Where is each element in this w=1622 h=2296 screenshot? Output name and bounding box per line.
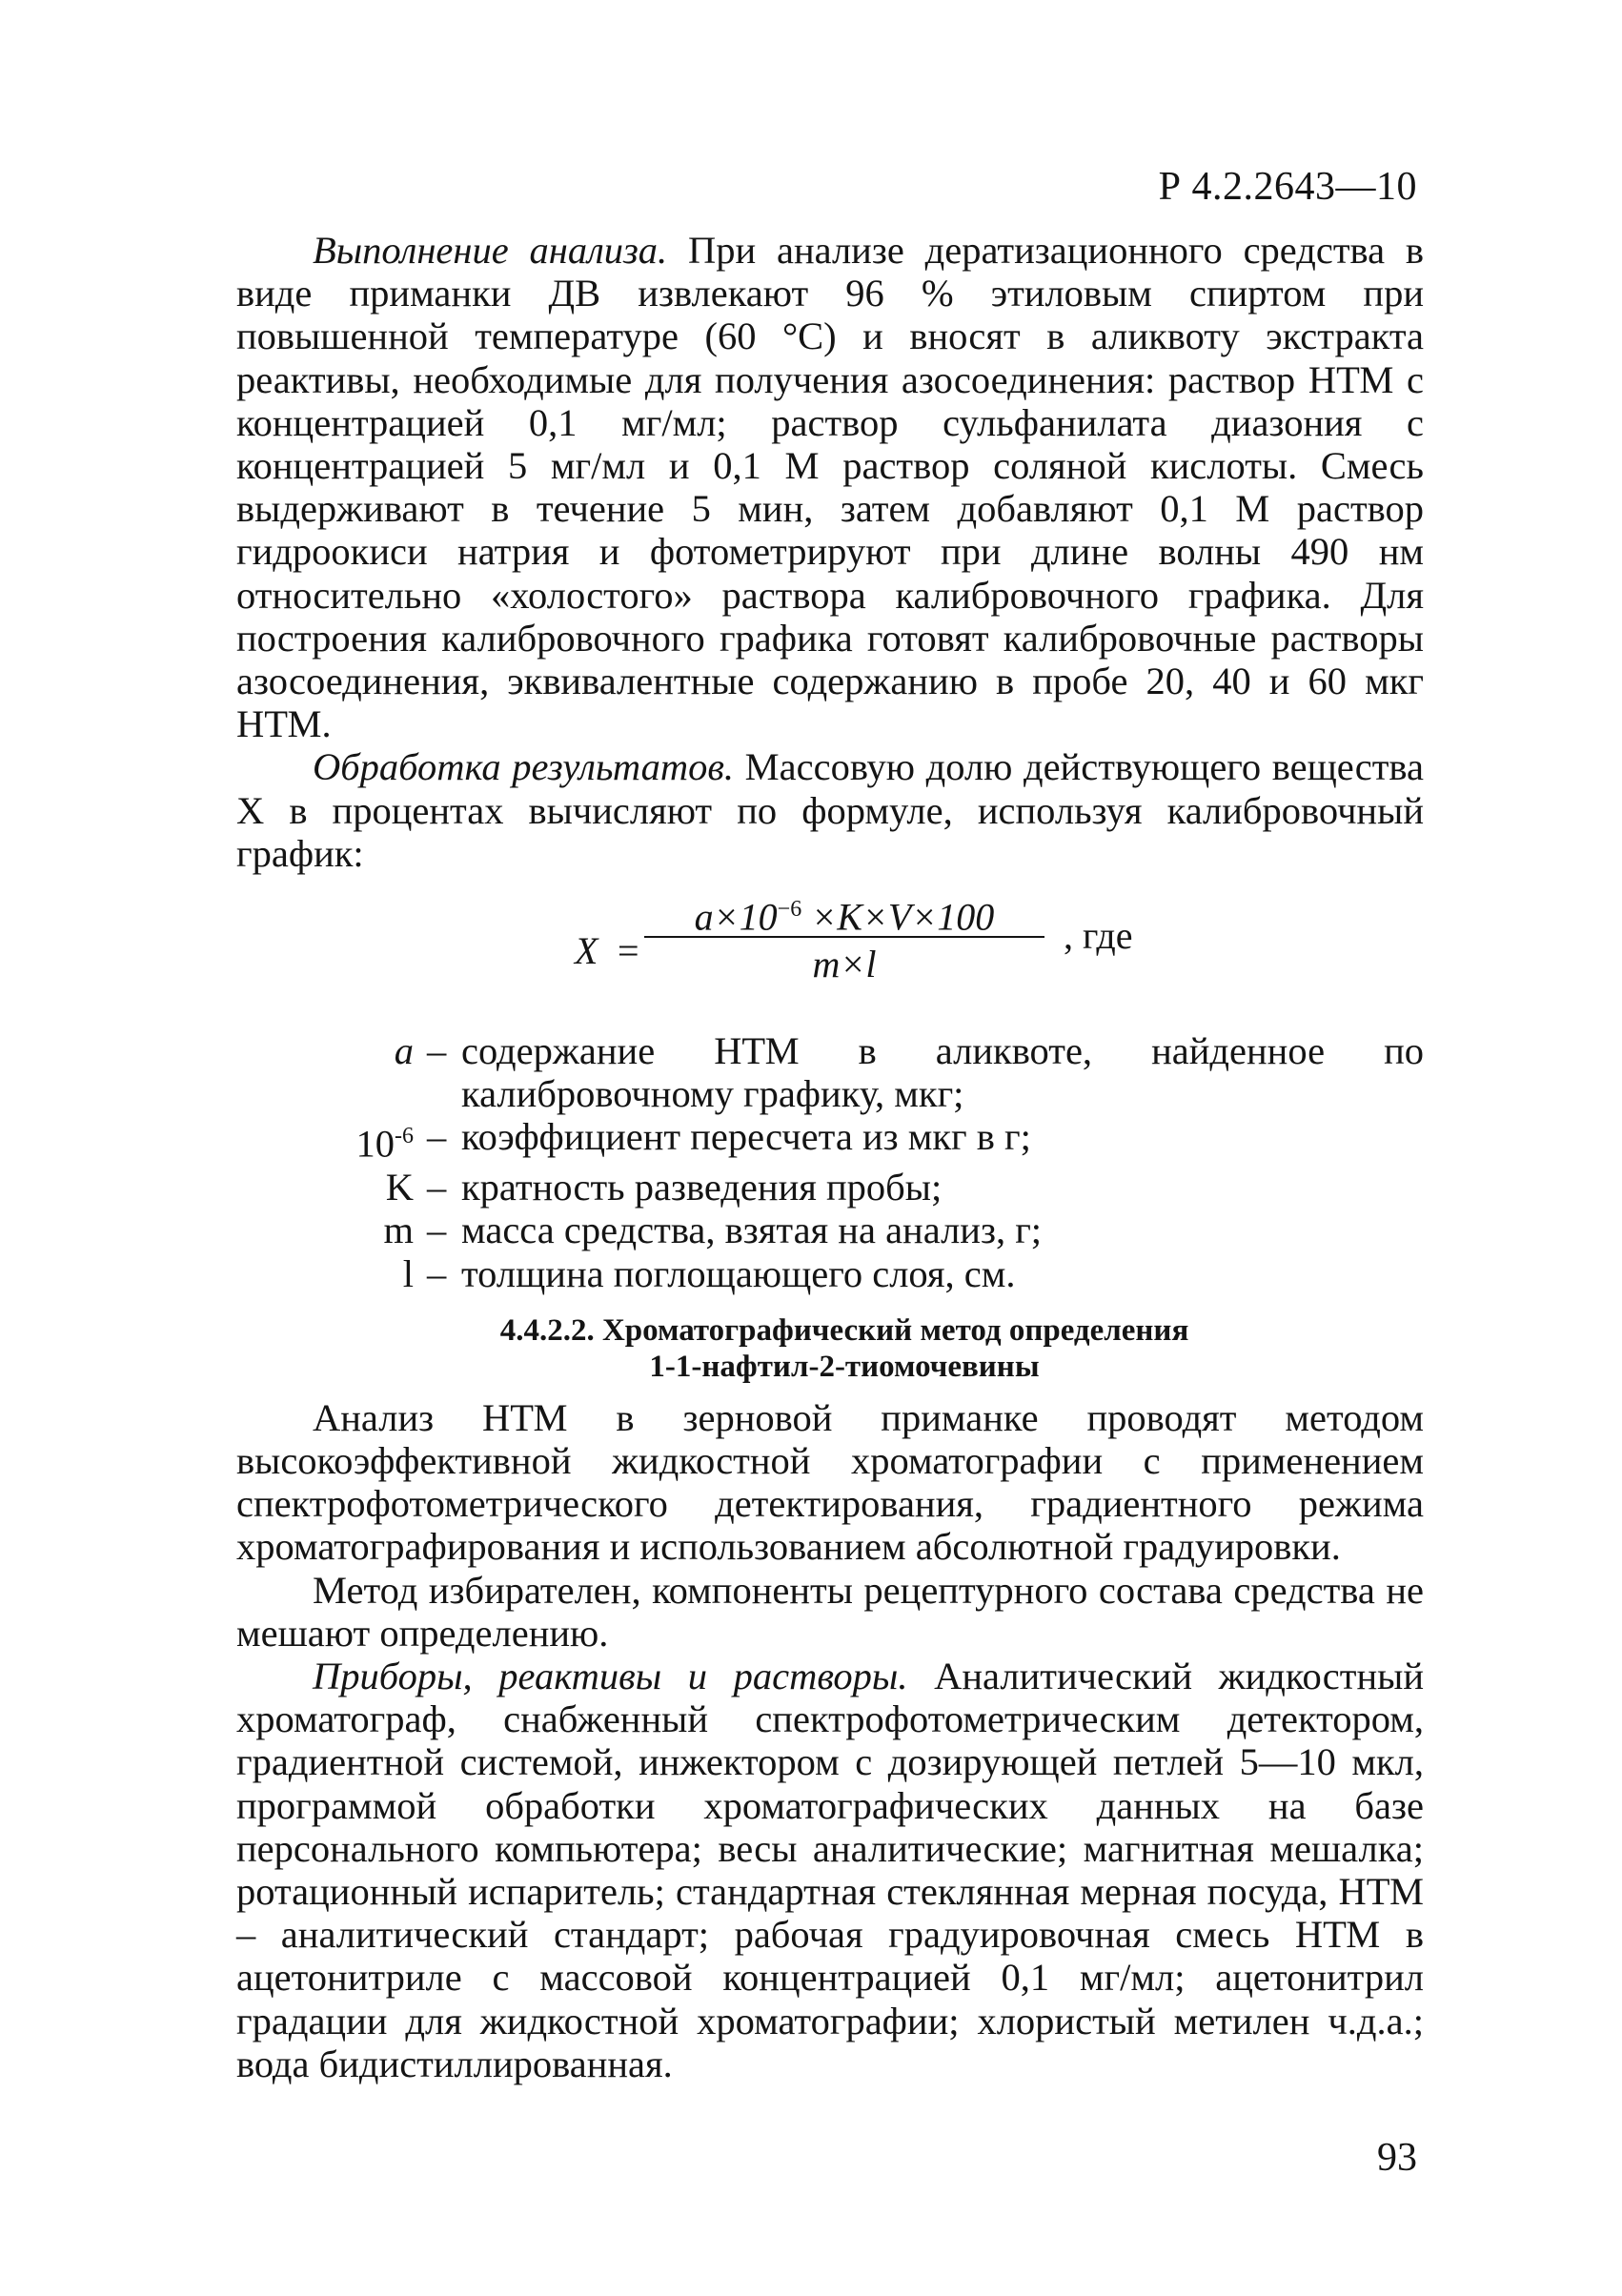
formula-fraction — [644, 886, 1044, 987]
definition-row — [236, 1115, 1424, 1166]
paragraph-lead: Приборы, реактивы и растворы. — [313, 1654, 908, 1697]
formula-denominator: m×l — [812, 943, 877, 986]
formula-numerator — [644, 886, 1044, 939]
paragraph-lead: Выполнение анализа. — [313, 229, 668, 272]
section-heading-line: 4.4.2.2. Хроматографический метод определения — [499, 1312, 1189, 1348]
symbol-text: a — [394, 1029, 414, 1073]
definition-text: кратность разведения пробы; — [461, 1166, 943, 1209]
symbol-text: l — [402, 1251, 414, 1295]
section-heading-line: 1-1-нафтил-2-тиомочевины — [649, 1349, 1040, 1384]
formula-equals: = — [618, 929, 639, 973]
definition-symbol — [236, 1209, 427, 1251]
definition-dash: – — [427, 1166, 447, 1209]
definition-row — [236, 1166, 1424, 1209]
paragraph-hplc: Анализ НТМ в зерновой приманке проводят методом высокоэффективной жидкостной хроматографии с применением спектрофотометрического детектирования, градиентного режима хроматографирования и использованием абсолютной градуировки. — [236, 1395, 1424, 1569]
page-code: Р 4.2.2643—10 — [1158, 165, 1417, 209]
definitions-list — [236, 1029, 1424, 1295]
formula — [236, 886, 1424, 1020]
paragraph-analysis — [236, 229, 1424, 745]
paragraph-lead: Обработка результатов. — [313, 745, 735, 789]
definition-dash: – — [427, 1115, 447, 1159]
section-heading — [236, 1312, 1424, 1385]
paragraph-text: При анализе дератизационного средства в виде приманки ДВ извлекают 96 % этиловым спиртом при повышенной температуре (60 °С) и вносят в аликвоту экстракта реактивы, необходимые для получения азосоединения: раствор НТМ с концентрацией 0,1 мг/мл; раствор сульфанилата диазония с концентрацией 5 мг/мл и 0,1 М раствор соляной кислоты. Смесь выдерживают в течение 5 мин, затем добавляют 0,1 М раствор гидроокиси натрия и фотометрируют при длине волны 490 нм относительно «холостого» раствора калибровочного графика. Для построения калибровочного графика готовят калибровочные растворы азосоединения, эквивалентные содержанию в пробе 20, 40 и 60 мкг НТМ. — [236, 229, 1424, 746]
numerator-exponent: −6 — [777, 897, 802, 923]
definition-dash: – — [427, 1209, 447, 1252]
definition-dash: – — [427, 1029, 447, 1073]
definition-row — [236, 1252, 1424, 1295]
formula-suffix: , где — [1064, 914, 1133, 958]
definition-symbol — [236, 1166, 427, 1209]
definition-text: содержание НТМ в аликвоте, найденное по калибровочному графику, мкг; — [461, 1029, 1424, 1116]
symbol-text: 10 — [355, 1122, 395, 1166]
page-body — [236, 229, 1424, 2085]
definition-symbol — [236, 1252, 427, 1295]
definition-row — [236, 1209, 1424, 1251]
formula-lhs: X — [575, 929, 598, 973]
definition-text: коэффициент пересчета из мкг в г; — [461, 1115, 1031, 1159]
paragraph-results — [236, 745, 1424, 875]
page-number: 93 — [1377, 2136, 1417, 2180]
paragraph-selectivity: Метод избирателен, компоненты рецептурного состава средства не мешают определению. — [236, 1568, 1424, 1655]
numerator-part: a×10 — [694, 895, 778, 939]
symbol-text: m — [383, 1209, 414, 1252]
definition-symbol — [236, 1029, 427, 1072]
definition-text: масса средства, взятая на анализ, г; — [461, 1209, 1043, 1252]
symbol-exponent: -6 — [395, 1124, 414, 1149]
numerator-part: ×K×V×100 — [801, 895, 995, 939]
symbol-text: K — [385, 1166, 414, 1209]
definition-row — [236, 1029, 1424, 1115]
paragraph-equipment — [236, 1655, 1424, 2085]
definition-text: толщина поглощающего слоя, см. — [461, 1251, 1016, 1295]
paragraph-text: Массовую долю действующего вещества Х в процентах вычисляют по формуле, используя калибровочный график: — [236, 745, 1424, 875]
paragraph-text: Аналитический жидкостный хроматограф, снабженный спектрофотометрическим детектором, градиентной системой, инжектором с дозирующей петлей 5—10 мкл, программой обработки хроматографических данных на базе персонального компьютера; весы аналитические; магнитная мешалка; ротационный испаритель; стандартная стеклянная мерная посуда, НТМ – аналитический стандарт; рабочая градуировочная смесь НТМ в ацетонитриле с массовой концентрацией 0,1 мг/мл; ацетонитрил градации для жидкостной хроматографии; хлористый метилен ч.д.а.; вода бидистиллированная. — [236, 1654, 1424, 2085]
definition-dash: – — [427, 1251, 447, 1295]
definition-symbol — [236, 1115, 427, 1166]
